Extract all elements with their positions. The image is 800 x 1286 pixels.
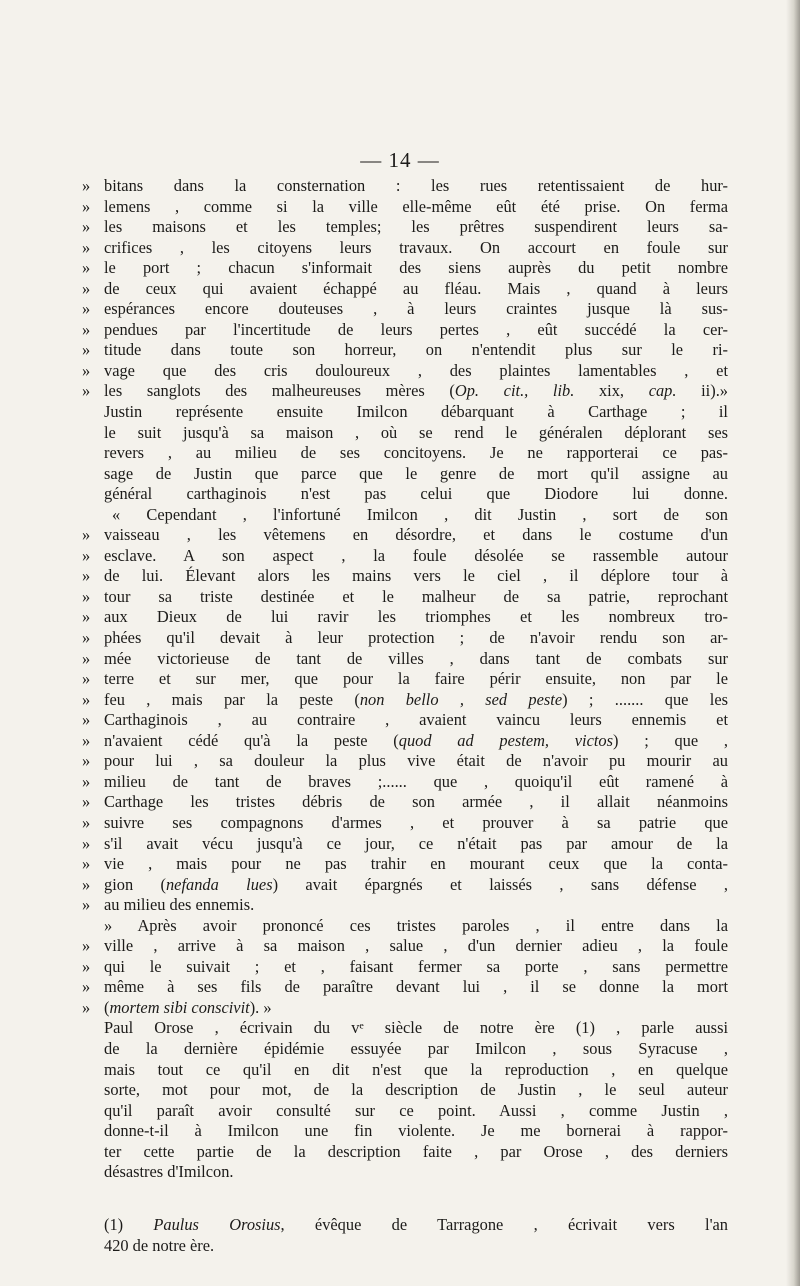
text-line (82, 875, 728, 896)
line-text: mais tout ce qu'il en dit n'est que la reproduction , en quelque (104, 1059, 728, 1079)
line-text: le port ; chacun s'informait des siens auprès du petit nombre (104, 258, 728, 278)
text-line (82, 1060, 728, 1081)
text-line (82, 1018, 728, 1039)
quote-mark: » (82, 874, 91, 894)
quote-mark: » (82, 340, 91, 360)
line-text: le suit jusqu'à sa maison , où se rend le généralen déplorant ses (104, 422, 728, 442)
text-line (82, 751, 728, 772)
text-line (82, 1101, 728, 1122)
text-line (82, 669, 728, 690)
line-text: sorte, mot pour mot, de la description de Justin , le seul auteur (104, 1080, 728, 1100)
line-text: mée victorieuse de tant de villes , dans tant de combats sur (104, 648, 728, 668)
line-text: gion ( (104, 874, 166, 894)
line-text: s'il avait vécu jusqu'à ce jour, ce n'était pas par amour de la (104, 833, 728, 853)
text-line (82, 197, 728, 218)
line-text: de la dernière épidémie essuyée par Imilcon , sous Syracuse , (104, 1038, 728, 1058)
italic-text: non bello , sed peste (359, 689, 563, 709)
page-edge-shadow (786, 0, 800, 1286)
line-text: Carthaginois , au contraire , avaient vaincu leurs ennemis et (104, 710, 728, 730)
line-text: sage de Justin que parce que le genre de mort qu'il assigne au (104, 463, 728, 483)
line-text: Paul Orose , écrivain du vᵉ siècle de notre ère (1) , parle aussi (104, 1018, 728, 1038)
text-line (82, 628, 728, 649)
line-text: désastres d'Imilcon. (104, 1162, 234, 1182)
text-line (82, 299, 728, 320)
line-text: phées qu'il devait à leur protection ; de n'avoir rendu son ar- (104, 628, 728, 648)
line-text: » Après avoir prononcé ces tristes paroles , il entre dans la (104, 915, 728, 935)
line-text: suivre ses compagnons d'armes , et prouver à sa patrie que (104, 812, 728, 832)
text-line (82, 525, 728, 546)
quote-mark: » (82, 299, 91, 319)
text-line (82, 772, 728, 793)
line-text: Justin représente ensuite Imilcon débarquant à Carthage ; il (104, 402, 728, 422)
text-line (82, 464, 728, 485)
quote-mark: » (82, 751, 91, 771)
line-text: qui le suivait ; et , faisant fermer sa porte , sans permettre (104, 956, 728, 976)
footnote-line: (1) Paulus Orosius, évêque de Tarragone , écrivait vers l'an (104, 1215, 728, 1234)
text-line (82, 217, 728, 238)
line-text: vaisseau , les vêtemens en désordre, et dans le costume d'un (104, 525, 728, 545)
line-text: vage que des cris douloureux , des plaintes lamentables , et (104, 360, 728, 380)
text-line (82, 546, 728, 567)
text-line (82, 690, 728, 711)
quote-mark: » (82, 833, 91, 853)
quote-mark: » (82, 258, 91, 278)
line-text: xix, (574, 381, 649, 401)
text-line (82, 998, 728, 1019)
text-line (82, 505, 728, 526)
quote-mark: » (82, 977, 91, 997)
quote-mark: » (82, 997, 91, 1017)
text-line (82, 1080, 728, 1101)
text-line (82, 566, 728, 587)
text-line (82, 320, 728, 341)
line-text: aux Dieux de lui ravir les triomphes et les nombreux tro- (104, 607, 728, 627)
text-line (82, 710, 728, 731)
line-text: ) ; ....... que les (562, 689, 728, 709)
quote-mark: » (82, 812, 91, 832)
line-text: crifices , les citoyens leurs travaux. On accourt en foule sur (104, 237, 728, 257)
text-line (82, 176, 728, 197)
line-text: les sanglots des malheureuses mères ( (104, 381, 455, 401)
line-text: ) avait épargnés et laissés , sans défense , (272, 874, 728, 894)
quote-mark: » (82, 936, 91, 956)
page-number: — 14 — (360, 148, 440, 172)
line-text: ) ; que , (613, 730, 728, 750)
text-line (82, 731, 728, 752)
body-text (82, 176, 728, 1183)
line-text: pour lui , sa douleur la plus vive était de n'avoir pu mourir au (104, 751, 728, 771)
line-text: milieu de tant de braves ;...... que , quoiqu'il eût ramené à (104, 771, 728, 791)
quote-mark: » (82, 956, 91, 976)
line-text: n'avaient cédé qu'à la peste ( (104, 730, 399, 750)
italic-text: Op. cit., lib. (454, 381, 575, 401)
quote-mark: » (82, 854, 91, 874)
line-text: « Cependant , l'infortuné Imilcon , dit Justin , sort de son (112, 504, 728, 524)
quote-mark: » (82, 730, 91, 750)
text-line (82, 381, 728, 402)
text-line (82, 895, 728, 916)
quote-mark: » (82, 566, 91, 586)
line-text: revers , au milieu de ses concitoyens. Je ne rapporterai ce pas- (104, 443, 728, 463)
line-text: général carthaginois n'est pas celui que Diodore lui donne. (104, 484, 728, 504)
footnote (104, 1215, 728, 1256)
footnote-line: 420 de notre ère. (104, 1235, 215, 1255)
line-text: titude dans toute son horreur, on n'entendit plus sur le ri- (104, 340, 728, 360)
quote-mark: » (82, 196, 91, 216)
line-text: esclave. A son aspect , la foule désolée se rassemble autour (104, 545, 728, 565)
line-text: Carthage les tristes débris de son armée , il allait néanmoins (104, 792, 728, 812)
quote-mark: » (82, 607, 91, 627)
text-line (82, 916, 728, 937)
line-text: qu'il paraît avoir consulté sur ce point. Aussi , comme Justin , (104, 1100, 728, 1120)
italic-text: mortem sibi conscivit (109, 997, 250, 1017)
quote-mark: » (82, 669, 91, 689)
quote-mark: » (82, 278, 91, 298)
quote-mark: » (82, 319, 91, 339)
line-text: de ceux qui avaient échappé au fléau. Mais , quand à leurs (104, 278, 728, 298)
line-text: terre et sur mer, que pour la faire périr ensuite, non par le (104, 669, 728, 689)
text-line (82, 834, 728, 855)
quote-mark: » (82, 628, 91, 648)
italic-text: cap. (648, 381, 677, 401)
text-line (82, 484, 728, 505)
line-text: ii).» (676, 381, 728, 401)
line-text: de lui. Élevant alors les mains vers le ciel , il déplore tour à (104, 566, 728, 586)
line-text: même à ses fils de paraître devant lui , il se donne la mort (104, 977, 728, 997)
quote-mark: » (82, 771, 91, 791)
text-line (82, 649, 728, 670)
text-line (82, 443, 728, 464)
text-line (82, 238, 728, 259)
text-line (82, 402, 728, 423)
text-line (82, 607, 728, 628)
quote-mark: » (82, 689, 91, 709)
line-text: au milieu des ennemis. (104, 895, 255, 915)
line-text: tour sa triste destinée et le malheur de sa patrie, reprochant (104, 586, 728, 606)
quote-mark: » (82, 176, 91, 195)
quote-mark: » (82, 648, 91, 668)
text-line (82, 957, 728, 978)
quote-mark: » (82, 217, 91, 237)
italic-text: nefanda lues (165, 874, 273, 894)
line-text: bitans dans la consternation : les rues retentissaient de hur- (104, 176, 728, 195)
line-text: espérances encore douteuses , à leurs craintes jusque là sus- (104, 299, 728, 319)
line-text: ter cette partie de la description faite , par Orose , des derniers (104, 1141, 728, 1161)
line-text: vie , mais pour ne pas trahir en mourant ceux que la conta- (104, 854, 728, 874)
text-line (82, 361, 728, 382)
line-text: donne-t-il à Imilcon une fin violente. Je me bornerai à rappor- (104, 1121, 728, 1141)
text-line (82, 854, 728, 875)
text-line (82, 258, 728, 279)
quote-mark: » (82, 895, 91, 915)
text-line (82, 1142, 728, 1163)
text-line (82, 977, 728, 998)
text-line (82, 792, 728, 813)
line-text: ). » (249, 997, 272, 1017)
text-line (82, 1162, 728, 1183)
quote-mark: » (82, 525, 91, 545)
line-text: ville , arrive à sa maison , salue , d'un dernier adieu , la foule (104, 936, 728, 956)
text-line (82, 1121, 728, 1142)
quote-mark: » (82, 710, 91, 730)
text-line (82, 813, 728, 834)
quote-mark: » (82, 381, 91, 401)
quote-mark: » (82, 237, 91, 257)
line-text: feu , mais par la peste ( (104, 689, 360, 709)
text-line (82, 279, 728, 300)
text-line (82, 587, 728, 608)
line-text: les maisons et les temples; les prêtres suspendirent leurs sa- (104, 217, 728, 237)
text-line (82, 340, 728, 361)
line-text: ( (104, 997, 110, 1017)
italic-text: quod ad pestem, victos (398, 730, 613, 750)
text-line (82, 423, 728, 444)
quote-mark: » (82, 545, 91, 565)
quote-mark: » (82, 360, 91, 380)
line-text: pendues par l'incertitude de leurs pertes , eût succédé la cer- (104, 319, 728, 339)
quote-mark: » (82, 792, 91, 812)
line-text: lemens , comme si la ville elle-même eût été prise. On ferma (104, 196, 728, 216)
quote-mark: » (82, 586, 91, 606)
text-line (82, 936, 728, 957)
text-line (82, 1039, 728, 1060)
